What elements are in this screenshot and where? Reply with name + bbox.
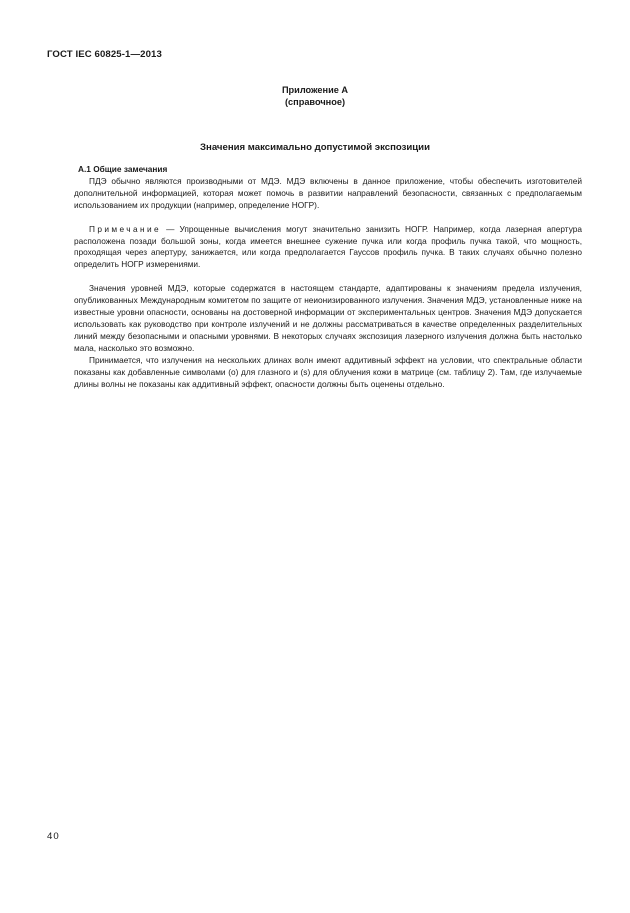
page-number: 40 <box>47 831 60 842</box>
standard-code: ГОСТ IEC 60825-1—2013 <box>47 49 162 60</box>
note-label: Примечание <box>89 223 162 234</box>
document-title: Значения максимально допустимой экспозиции <box>200 142 430 153</box>
appendix-title: Приложение А <box>281 85 349 95</box>
appendix-subtitle: (справочное) <box>284 97 345 107</box>
appendix-heading <box>0 84 630 108</box>
paragraph-additive-effect: Принимается, что излучения на нескольких длинах волн имеют аддитивный эффект на условии, что спектральные области показаны как добавленные символами (о) для глазного и (s) для облучения кожи в матрице (см. таблицу 2). Там, где излучаемые длины волны не показаны как аддитивный эффект, опасности должны быть оценены отдельно. <box>74 354 582 389</box>
paragraph-mpe-values: Значения уровней МДЭ, которые содержатся в настоящем стандарте, адаптированы к значениям предела излучения, опубликованных Международным комитетом по защите от неионизированного излучения. Значения МДЭ, установленные ниже на известные уровни опасности, основаны на достоверной информации от экспериментальных центров. Значения МДЭ допускается использовать как руководство при контроле излучений и не должны рассматриваться в качестве определенных разделительных линий между безопасными и опасными уровнями. В некоторых случаях экспозиция лазерного излучения должна быть настолько мала, насколько это возможно. <box>74 283 582 353</box>
note-text: — Упрощенные вычисления могут значительно занизить НОГР. Например, когда лазерная апертура расположена позади большой зоны, когда имеется внешнее сужение пучка или когда профиль пучка такой, что мощность, проходящая через апертуру, занижается, или когда предполагается Гауссов профиль пучка. В таких случаях обычно полезно определить НОГР измерениями. <box>74 223 582 270</box>
section-heading: А.1 Общие замечания <box>78 164 168 174</box>
paragraph-intro: ПДЭ обычно являются производными от МДЭ. МДЭ включены в данное приложение, чтобы обеспечить изготовителей дополнительной информацией, которая может помочь в развитии направлений безопасности, связанных с предполагаемым использованием их продукции (например, определение НОГР). <box>74 175 582 210</box>
body-text <box>74 164 582 390</box>
note-paragraph <box>74 224 582 272</box>
